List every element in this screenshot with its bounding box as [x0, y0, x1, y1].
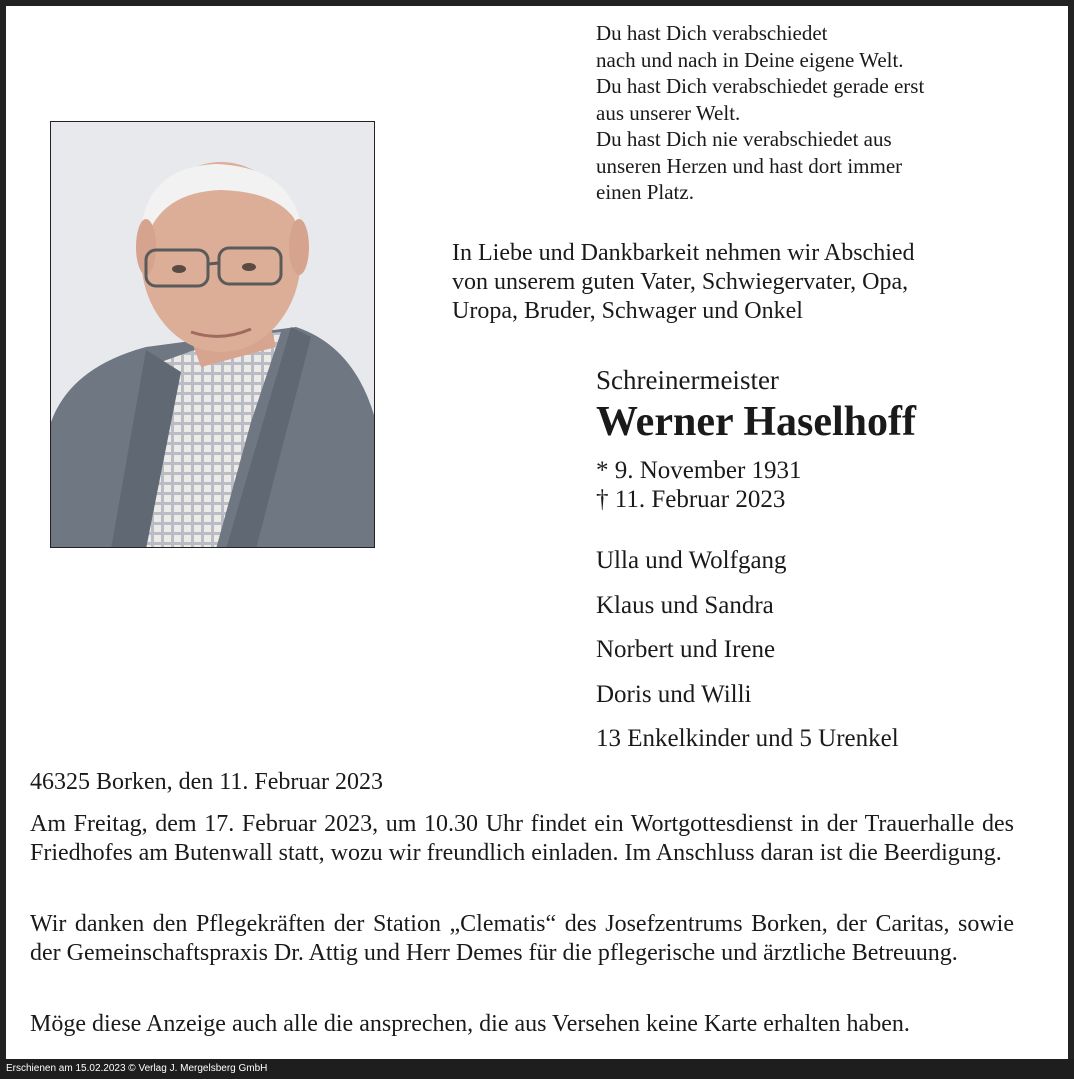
poem-line: Du hast Dich verabschiedet	[596, 21, 828, 45]
intro-line: In Liebe und Dankbarkeit nehmen wir Abschied	[452, 240, 915, 266]
thanks-paragraph: Wir danken den Pflegekräften der Station „Clematis“ des Josefzentrums Borken, der Caritas, sowie der Gemeinschaftspraxis Dr. Attig und Herr Demes für die pflegerische und ärztliche Betreuung.	[30, 911, 1014, 966]
intro-text	[452, 239, 1052, 326]
poem-line: unseren Herzen und hast dort immer	[596, 153, 903, 178]
intro-line: Uropa, Bruder, Schwager und Onkel	[452, 298, 803, 324]
place-date: 46325 Borken, den 11. Februar 2023	[30, 769, 384, 795]
family-list	[596, 545, 899, 768]
poem	[596, 20, 1046, 206]
family-member: Ulla und Wolfgang	[596, 547, 787, 574]
family-member: Doris und Willi	[596, 680, 752, 708]
birth-date: * 9. November 1931	[596, 457, 802, 484]
poem-line: Du hast Dich nie verabschiedet aus	[596, 127, 892, 151]
family-member: 13 Enkelkinder und 5 Urenkel	[596, 725, 899, 752]
death-date: † 11. Februar 2023	[596, 486, 786, 513]
portrait-illustration	[51, 122, 375, 548]
poem-line: Du hast Dich verabschiedet gerade erst	[596, 74, 925, 98]
footer-bar	[0, 1059, 1074, 1079]
family-member: Norbert und Irene	[596, 636, 776, 663]
closing-paragraph: Möge diese Anzeige auch alle die ansprechen, die aus Versehen keine Karte erhalten haben.	[30, 1011, 910, 1037]
family-member: Klaus und Sandra	[596, 591, 774, 619]
intro-line: von unserem guten Vater, Schwiegervater, Opa,	[452, 269, 909, 295]
poem-line: aus unserer Welt.	[596, 100, 741, 125]
service-paragraph: Am Freitag, dem 17. Februar 2023, um 10.30 Uhr findet ein Wortgottesdienst in der Trauerhalle des Friedhofes am Butenwall statt, wozu wir freundlich einladen. Im Anschluss daran ist die Beerdigung.	[30, 811, 1014, 866]
footer-text: Erschienen am 15.02.2023 © Verlag J. Mergelsberg GmbH	[6, 1063, 268, 1074]
life-dates	[596, 456, 802, 514]
poem-line: einen Platz.	[596, 180, 694, 204]
deceased-name: Werner Haselhoff	[596, 399, 917, 445]
poem-line: nach und nach in Deine eigene Welt.	[596, 47, 904, 72]
profession: Schreinermeister	[596, 365, 779, 395]
portrait-photo	[50, 121, 375, 548]
